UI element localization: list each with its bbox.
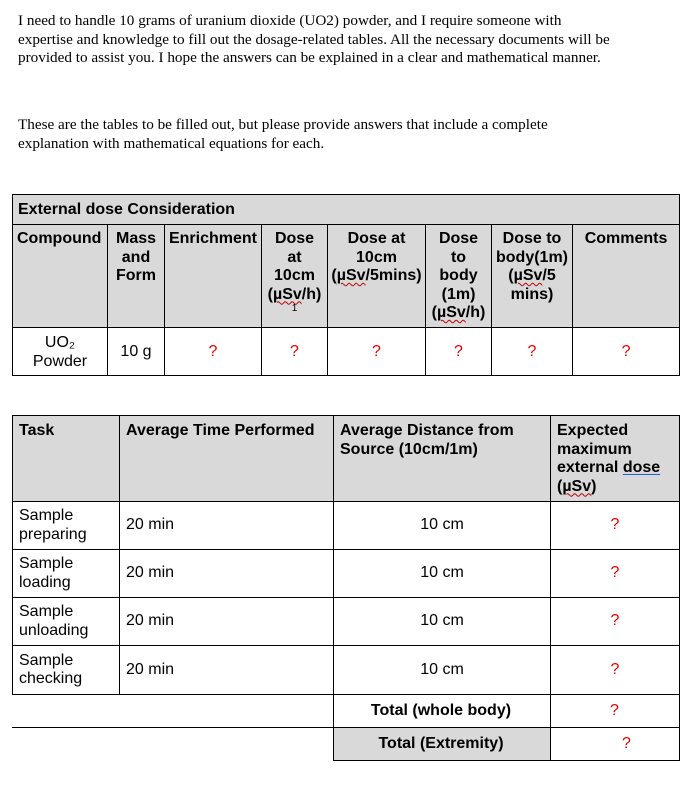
external-dose-table [12, 194, 680, 376]
cell-dose-10cm-per-hour[interactable]: ? [262, 328, 328, 376]
total-extremity-row [333, 728, 679, 760]
header-expected-dose: Expected maximum external dose (µSv) [551, 416, 680, 502]
task-expected-dose[interactable]: ? [551, 646, 680, 695]
header-enrichment: Enrichment [165, 225, 262, 328]
header-dose-10cm-per-hour: Dose at 10cm (µSv/h) 1 [262, 225, 328, 328]
task-distance: 10 cm [334, 598, 551, 646]
header-compound: Compound [13, 225, 108, 328]
task-expected-dose[interactable]: ? [551, 502, 680, 550]
task-dose-table [12, 415, 680, 695]
footnote-marker: 1 [291, 303, 298, 314]
task-time: 20 min [120, 502, 334, 550]
task-time: 20 min [120, 598, 334, 646]
table-row [13, 598, 680, 646]
total-separator-left [12, 727, 333, 728]
table-row [13, 550, 680, 598]
table-title: External dose Consideration [13, 195, 680, 225]
task-time: 20 min [120, 550, 334, 598]
total-border-left [333, 695, 334, 761]
total-border-right [679, 695, 680, 761]
total-extremity-label: Total (Extremity) [378, 735, 504, 752]
total-whole-body-value[interactable]: ? [610, 702, 619, 719]
total-bottom-border [333, 760, 680, 761]
header-task: Task [13, 416, 120, 502]
task-name: Sample loading [13, 550, 120, 598]
task-expected-dose[interactable]: ? [551, 598, 680, 646]
header-comments: Comments [573, 225, 680, 328]
task-distance: 10 cm [334, 646, 551, 695]
total-whole-body-label: Total (whole body) [370, 702, 512, 719]
header-mass-form: Mass and Form [108, 225, 165, 328]
total-separator [333, 727, 680, 728]
total-extremity-value[interactable]: ? [550, 728, 679, 760]
task-name: Sample unloading [13, 598, 120, 646]
task-name: Sample preparing [13, 502, 120, 550]
header-time: Average Time Performed [120, 416, 334, 502]
cell-dose-10cm-per-5min[interactable]: ? [328, 328, 426, 376]
total-whole-body-row [333, 695, 679, 727]
task-distance: 10 cm [334, 502, 551, 550]
cell-enrichment[interactable]: ? [165, 328, 262, 376]
cell-dose-body-per-hour[interactable]: ? [426, 328, 492, 376]
total-border-middle [550, 695, 551, 761]
cell-mass: 10 g [108, 328, 165, 376]
task-distance: 10 cm [334, 550, 551, 598]
header-dose-10cm-per-5min: Dose at 10cm (µSv/5mins) [328, 225, 426, 328]
cell-compound: UO₂ Powder [13, 328, 108, 376]
cell-comments[interactable]: ? [573, 328, 680, 376]
task-expected-dose[interactable]: ? [551, 550, 680, 598]
table-row [13, 502, 680, 550]
header-dose-body-per-hour: Dose to body (1m) (µSv/h) [426, 225, 492, 328]
intro-paragraph-2: These are the tables to be filled out, but please provide answers that include a complete explanation with mathematical equations for each. [18, 116, 548, 152]
cell-dose-body-per-5min[interactable]: ? [492, 328, 573, 376]
intro-paragraph-1: I need to handle 10 grams of uranium dioxide (UO2) powder, and I require someone with expertise and knowledge to fill out the dosage-related tables. All the necessary documents will be provided to assist you. I hope the answers can be explained in a clear and mathematical manner. [18, 12, 610, 67]
task-name: Sample checking [13, 646, 120, 695]
header-distance: Average Distance from Source (10cm/1m) [334, 416, 551, 502]
task-time: 20 min [120, 646, 334, 695]
header-dose-body-per-5min: Dose to body(1m) (µSv/5 mins) [492, 225, 573, 328]
table-row [13, 646, 680, 695]
